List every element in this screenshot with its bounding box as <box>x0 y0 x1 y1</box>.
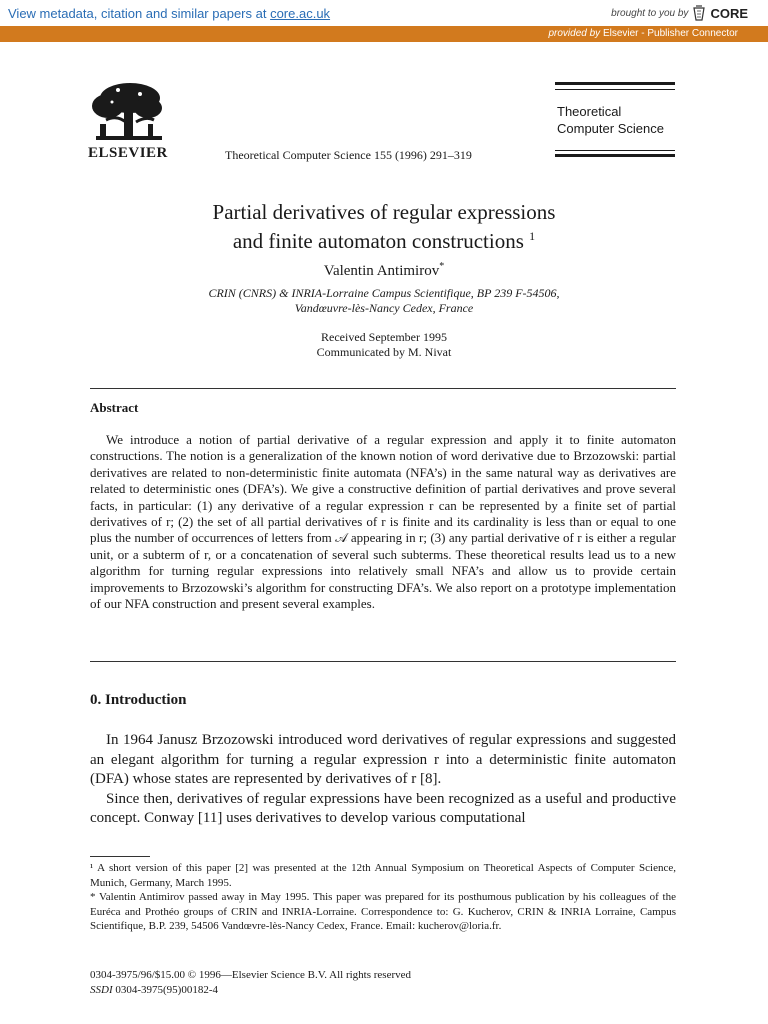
abstract-heading: Abstract <box>90 400 139 415</box>
intro-paragraph-2: Since then, derivatives of regular expressions have been recognized as a useful and productive concept. Conway [11] uses derivatives to develop various computational <box>90 790 676 826</box>
journal-rule-bottom-thin <box>555 150 675 151</box>
footnote-1: ¹ A short version of this paper [2] was presented at the 12th Annual Symposium on Theoretical Aspects of Computer Science, Munich, Germany, March 1995. <box>90 862 676 889</box>
provider-bar <box>0 26 768 42</box>
provided-by[interactable]: provided by Elsevier - Publisher Connector <box>548 28 738 39</box>
footnotes <box>90 861 676 934</box>
abstract-rule-bottom <box>90 661 676 662</box>
intro-paragraph-1: In 1964 Janusz Brzozowski introduced word derivatives of regular expressions and suggested an elegant algorithm for turning a regular expression r into a deterministic finite automaton (DFA) whose states are represented by derivatives of r [8]. <box>90 732 676 787</box>
journal-name: Theoretical Computer Science <box>557 104 664 136</box>
copyright-notice: 0304-3975/96/$15.00 © 1996—Elsevier Science B.V. All rights reserved SSDI 0304-3975(95)00182-4 <box>90 969 411 996</box>
affiliation: CRIN (CNRS) & INRIA-Lorraine Campus Scientifique, BP 239 F-54506, Vandœuvre-lès-Nancy Cedex, France <box>208 286 560 315</box>
core-domain-link[interactable]: core.ac.uk <box>270 6 331 21</box>
paper-title: Partial derivatives of regular expressions and finite automaton constructions $^1$ <box>212 200 556 253</box>
footnote-2: * Valentin Antimirov passed away in May 1995. This paper was prepared for its posthumous publication by his colleagues of the Euréca and Prothéo groups of CRIN and INRIA-Lorraine. Correspondence to: G. Kucherov, CRIN & INRIA Lorraine, Campus Scientifique, B.P. 239, 54506 Vandœvre-lès-Nancy Cedex, France. Email: kucherov@loria.fr. <box>90 891 676 933</box>
abstract-text: We introduce a notion of partial derivative of a regular expression and apply it to finite automaton constructions. The notion is a generalization of the known notion of word derivative due to Brzozowski: partial derivatives are related to non-deterministic finite automata (NFA’s) in the same natural way as derivatives are related to deterministic ones (DFA’s). We give a constructive definition of partial derivatives and prove several facts, in particular: (1) any derivative of a regular expression r can be represented by a finite set of partial derivatives of r; (2) the set of all partial derivatives of r is finite and its cardinality is less than or equal to one plus the number of occurrences of letters from 𝒜 appearing in r; (3) any partial derivative of r is either a regular unit, or a subterm of r, or a concatenation of several such subterms. These theoretical results lead us to a new algorithm for turning regular expressions into relatively small NFA’s and allow us to provide certain improvements to Brzozowski’s algorithm for constructing DFA’s. We also report on a prototype implementation of our NFA construction and present several examples. <box>90 432 676 612</box>
core-brand: CORE <box>710 5 748 21</box>
journal-rule-top <box>555 82 675 85</box>
brought-by-label: brought to you by <box>611 7 689 19</box>
journal-reference: Theoretical Computer Science 155 (1996) 291–319 <box>225 148 472 162</box>
abstract-rule-top <box>90 388 676 389</box>
submission-dates: Received September 1995 Communicated by M. Nivat <box>316 330 452 359</box>
title-footnote-mark: 1 <box>529 229 536 243</box>
core-logo-icon <box>692 5 706 21</box>
publisher-name: ELSEVIER <box>88 145 168 161</box>
core-banner <box>0 0 768 27</box>
core-brand-area[interactable] <box>611 5 748 21</box>
introduction-text <box>90 731 676 829</box>
tree-icon <box>88 80 168 144</box>
section-heading: 0. Introduction <box>90 692 187 708</box>
core-metadata-link[interactable]: View metadata, citation and similar papers at core.ac.uk <box>8 6 331 21</box>
journal-rule-top-thin <box>555 89 675 90</box>
footnote-rule <box>90 856 150 857</box>
author: Valentin Antimirov* <box>323 261 445 279</box>
journal-rule-bottom <box>555 154 675 157</box>
